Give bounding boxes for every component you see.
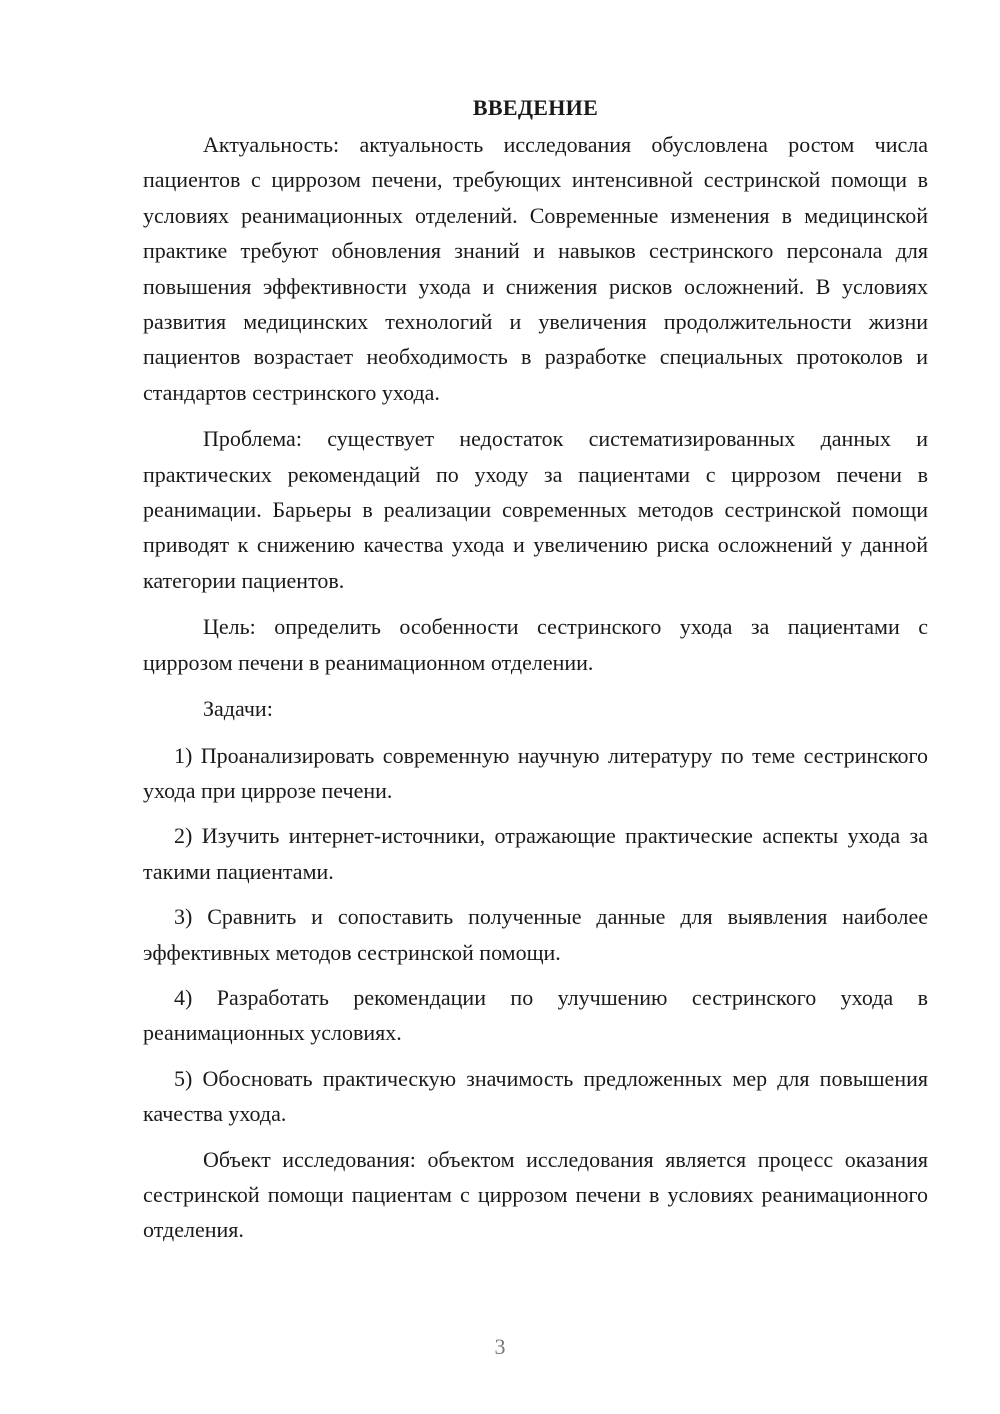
paragraph-relevance: Актуальность: актуальность исследования обусловлена ростом числа пациентов с циррозом печени, требующих интенсивной сестринской помощи в условиях реанимационных отделений. Современные изменения в медицинской практике требуют обновления знаний и навыков сестринского персонала для повышения эффективности ухода и снижения рисков осложнений. В условиях развития медицинских технологий и увеличения продолжительности жизни пациентов возрастает необходимость в разработке специальных протоколов и стандартов сестринского ухода. — [143, 132, 928, 405]
paragraph-problem: Проблема: существует недостаток систематизированных данных и практических рекомендаций по уходу за пациентами с циррозом печени в реанимации. Барьеры в реализации современных методов сестринской помощи приводят к снижению качества ухода и увеличению риска осложнений у данной категории пациентов. — [143, 426, 928, 593]
list-item: 3) Сравнить и сопоставить полученные данные для выявления наиболее эффективных методов сестринской помощи. — [143, 904, 928, 965]
section-title: ВВЕДЕНИЕ — [472, 95, 599, 120]
tasks-heading: Задачи: — [203, 696, 273, 722]
list-item: 1) Проанализировать современную научную литературу по теме сестринского ухода при циррозе печени. — [143, 742, 928, 803]
tasks-list — [143, 738, 928, 1132]
document-page — [143, 90, 928, 1259]
page-number: 3 — [494, 1334, 506, 1359]
paragraph-goal: Цель: определить особенности сестринского ухода за пациентами с циррозом печени в реанимационном отделении. — [143, 614, 928, 675]
paragraph-object: Объект исследования: объектом исследования является процесс оказания сестринской помощи пациентам с циррозом печени в условиях реанимационного отделения. — [143, 1146, 928, 1243]
list-item: 2) Изучить интернет-источники, отражающие практические аспекты ухода за такими пациентами. — [143, 823, 928, 884]
list-item: 5) Обосновать практическую значимость предложенных мер для повышения качества ухода. — [143, 1065, 928, 1127]
list-item: 4) Разработать рекомендации по улучшению сестринского ухода в реанимационных условиях. — [143, 984, 928, 1046]
